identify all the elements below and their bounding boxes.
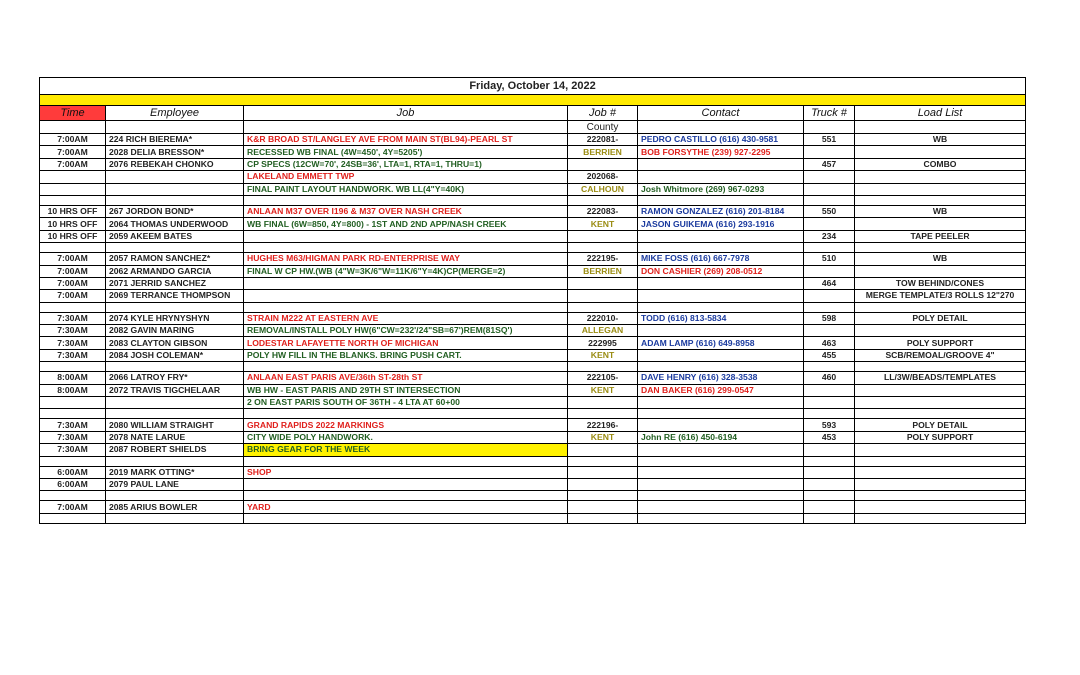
cell-job: STRAIN M222 AT EASTERN AVE <box>244 312 568 324</box>
cell-load-list: LL/3W/BEADS/TEMPLATES <box>855 372 1026 384</box>
yellow-band <box>40 95 1026 106</box>
cell-contact: DON CASHIER (269) 208-0512 <box>638 265 804 277</box>
cell-contact <box>638 290 804 302</box>
cell-contact: RAMON GONZALEZ (616) 201-8184 <box>638 205 804 217</box>
cell-job: RECESSED WB FINAL (4W=450', 4Y=5205') <box>244 146 568 158</box>
cell-truck: 551 <box>804 134 855 146</box>
spacer-cell <box>106 195 244 205</box>
spacer-cell <box>106 409 244 419</box>
cell-job-no: KENT <box>568 431 638 443</box>
cell-job: LAKELAND EMMETT TWP <box>244 171 568 183</box>
cell-load-list: POLY DETAIL <box>855 419 1026 431</box>
cell-truck <box>804 444 855 456</box>
cell-job <box>244 230 568 242</box>
cell-truck <box>804 146 855 158</box>
cell-truck: 234 <box>804 230 855 242</box>
cell-job-no: 222081- <box>568 134 638 146</box>
table-row <box>40 349 1026 361</box>
spacer-cell <box>804 513 855 523</box>
table-row <box>40 205 1026 217</box>
cell-employee: 2084 JOSH COLEMAN* <box>106 349 244 361</box>
spacer-cell <box>804 302 855 312</box>
cell-employee: 2083 CLAYTON GIBSON <box>106 337 244 349</box>
yellow-band-cell <box>40 95 1026 106</box>
spacer-cell <box>855 456 1026 466</box>
county-row-blank <box>804 121 855 134</box>
cell-job-no: BERRIEN <box>568 146 638 158</box>
cell-time: 6:00AM <box>40 466 106 478</box>
cell-employee: 2079 PAUL LANE <box>106 478 244 490</box>
cell-contact: DAVE HENRY (616) 328-3538 <box>638 372 804 384</box>
cell-truck <box>804 171 855 183</box>
header-truck: Truck # <box>804 106 855 121</box>
cell-employee: 2082 GAVIN MARING <box>106 325 244 337</box>
cell-truck: 455 <box>804 349 855 361</box>
header-contact: Contact <box>638 106 804 121</box>
spacer-cell <box>804 456 855 466</box>
cell-job-no: BERRIEN <box>568 265 638 277</box>
table-row <box>40 325 1026 337</box>
cell-time <box>40 183 106 195</box>
cell-employee: 2069 TERRANCE THOMPSON <box>106 290 244 302</box>
table-row <box>40 384 1026 396</box>
cell-job: ANLAAN EAST PARIS AVE/36th ST-28th ST <box>244 372 568 384</box>
county-row-blank <box>855 121 1026 134</box>
spacer-cell <box>244 491 568 501</box>
spacer-cell <box>855 302 1026 312</box>
title-row <box>40 78 1026 95</box>
spacer-cell <box>855 243 1026 253</box>
cell-contact <box>638 158 804 170</box>
spacer-cell <box>244 409 568 419</box>
spacer-row <box>40 362 1026 372</box>
header-time: Time <box>40 106 106 121</box>
cell-job-no <box>568 501 638 513</box>
spacer-cell <box>568 302 638 312</box>
spacer-cell <box>638 362 804 372</box>
cell-contact: PEDRO CASTILLO (616) 430-9581 <box>638 134 804 146</box>
cell-load-list <box>855 444 1026 456</box>
spacer-cell <box>40 409 106 419</box>
cell-time: 7:00AM <box>40 158 106 170</box>
cell-job-no: KENT <box>568 349 638 361</box>
cell-time: 7:00AM <box>40 501 106 513</box>
cell-truck <box>804 384 855 396</box>
cell-contact: BOB FORSYTHE (239) 927-2295 <box>638 146 804 158</box>
cell-truck: 463 <box>804 337 855 349</box>
cell-truck <box>804 290 855 302</box>
spacer-cell <box>40 362 106 372</box>
cell-contact: MIKE FOSS (616) 667-7978 <box>638 253 804 265</box>
cell-job: SHOP <box>244 466 568 478</box>
table-row <box>40 277 1026 289</box>
cell-employee: 267 JORDON BOND* <box>106 205 244 217</box>
cell-employee: 2074 KYLE HRYNYSHYN <box>106 312 244 324</box>
cell-load-list <box>855 384 1026 396</box>
cell-job-no: KENT <box>568 384 638 396</box>
cell-time: 10 HRS OFF <box>40 205 106 217</box>
cell-load-list <box>855 466 1026 478</box>
spacer-cell <box>40 302 106 312</box>
spacer-cell <box>855 409 1026 419</box>
spacer-cell <box>106 513 244 523</box>
county-row <box>40 121 1026 134</box>
spacer-cell <box>638 513 804 523</box>
cell-job-no: 222196- <box>568 419 638 431</box>
cell-time <box>40 397 106 409</box>
cell-job <box>244 290 568 302</box>
spacer-cell <box>244 362 568 372</box>
table-row <box>40 431 1026 443</box>
spacer-cell <box>106 302 244 312</box>
county-row-blank <box>40 121 106 134</box>
cell-job: ANLAAN M37 OVER I196 & M37 OVER NASH CREEK <box>244 205 568 217</box>
page-title: Friday, October 14, 2022 <box>40 78 1026 95</box>
cell-load-list: POLY SUPPORT <box>855 337 1026 349</box>
cell-time: 7:30AM <box>40 349 106 361</box>
cell-contact <box>638 419 804 431</box>
header-job-no: Job # <box>568 106 638 121</box>
cell-load-list: POLY DETAIL <box>855 312 1026 324</box>
table-row <box>40 253 1026 265</box>
table-row <box>40 397 1026 409</box>
spacer-cell <box>40 195 106 205</box>
cell-contact <box>638 349 804 361</box>
spacer-cell <box>804 195 855 205</box>
cell-truck <box>804 466 855 478</box>
cell-truck: 457 <box>804 158 855 170</box>
spacer-cell <box>568 195 638 205</box>
cell-contact <box>638 171 804 183</box>
cell-load-list <box>855 265 1026 277</box>
spacer-cell <box>568 491 638 501</box>
spacer-cell <box>106 362 244 372</box>
cell-load-list: WB <box>855 134 1026 146</box>
cell-contact <box>638 230 804 242</box>
cell-job: BRING GEAR FOR THE WEEK <box>244 444 568 456</box>
cell-truck <box>804 265 855 277</box>
spacer-cell <box>804 362 855 372</box>
cell-load-list <box>855 183 1026 195</box>
cell-contact <box>638 478 804 490</box>
spacer-cell <box>40 456 106 466</box>
spacer-cell <box>638 195 804 205</box>
cell-job-no <box>568 397 638 409</box>
cell-employee: 2078 NATE LARUE <box>106 431 244 443</box>
spacer-row <box>40 302 1026 312</box>
cell-time: 10 HRS OFF <box>40 230 106 242</box>
cell-load-list: WB <box>855 205 1026 217</box>
cell-employee: 2057 RAMON SANCHEZ* <box>106 253 244 265</box>
cell-contact <box>638 466 804 478</box>
cell-job: GRAND RAPIDS 2022 MARKINGS <box>244 419 568 431</box>
cell-employee: 2062 ARMANDO GARCIA <box>106 265 244 277</box>
cell-employee: 2019 MARK OTTING* <box>106 466 244 478</box>
cell-truck: 460 <box>804 372 855 384</box>
spacer-row <box>40 491 1026 501</box>
cell-contact: JASON GUIKEMA (616) 293-1916 <box>638 218 804 230</box>
spacer-cell <box>244 243 568 253</box>
cell-load-list <box>855 146 1026 158</box>
spacer-row <box>40 513 1026 523</box>
spacer-cell <box>638 456 804 466</box>
spacer-row <box>40 409 1026 419</box>
cell-contact: DAN BAKER (616) 299-0547 <box>638 384 804 396</box>
table-row <box>40 146 1026 158</box>
table-row <box>40 158 1026 170</box>
spacer-cell <box>244 513 568 523</box>
cell-job: WB FINAL (6W=850, 4Y=800) - 1ST AND 2ND APP/NASH CREEK <box>244 218 568 230</box>
spacer-row <box>40 243 1026 253</box>
spacer-cell <box>804 243 855 253</box>
cell-contact <box>638 277 804 289</box>
spacer-cell <box>804 409 855 419</box>
cell-job: POLY HW FILL IN THE BLANKS. BRING PUSH CART. <box>244 349 568 361</box>
cell-employee: 2076 REBEKAH CHONKO <box>106 158 244 170</box>
table-row <box>40 183 1026 195</box>
table-row <box>40 466 1026 478</box>
header-row <box>40 106 1026 121</box>
cell-job-no: 222010- <box>568 312 638 324</box>
header-employee: Employee <box>106 106 244 121</box>
cell-employee <box>106 397 244 409</box>
cell-employee: 2080 WILLIAM STRAIGHT <box>106 419 244 431</box>
spacer-row <box>40 456 1026 466</box>
cell-job-no: 222195- <box>568 253 638 265</box>
cell-load-list: WB <box>855 253 1026 265</box>
cell-employee: 2066 LATROY FRY* <box>106 372 244 384</box>
cell-job-no: KENT <box>568 218 638 230</box>
cell-job-no <box>568 230 638 242</box>
spacer-cell <box>106 491 244 501</box>
cell-job: HUGHES M63/HIGMAN PARK RD-ENTERPRISE WAY <box>244 253 568 265</box>
spacer-cell <box>568 456 638 466</box>
cell-load-list <box>855 397 1026 409</box>
cell-job-no <box>568 290 638 302</box>
cell-employee: 2028 DELIA BRESSON* <box>106 146 244 158</box>
cell-contact <box>638 397 804 409</box>
spacer-cell <box>106 456 244 466</box>
cell-load-list <box>855 218 1026 230</box>
cell-job: LODESTAR LAFAYETTE NORTH OF MICHIGAN <box>244 337 568 349</box>
cell-load-list <box>855 501 1026 513</box>
cell-time: 7:00AM <box>40 290 106 302</box>
cell-load-list: COMBO <box>855 158 1026 170</box>
cell-truck <box>804 325 855 337</box>
cell-job-no <box>568 277 638 289</box>
cell-job-no: 202068- <box>568 171 638 183</box>
cell-time <box>40 171 106 183</box>
cell-employee: 2064 THOMAS UNDERWOOD <box>106 218 244 230</box>
cell-job <box>244 277 568 289</box>
cell-job: YARD <box>244 501 568 513</box>
cell-contact: Josh Whitmore (269) 967-0293 <box>638 183 804 195</box>
cell-load-list: TOW BEHIND/CONES <box>855 277 1026 289</box>
cell-employee: 224 RICH BIEREMA* <box>106 134 244 146</box>
cell-contact: ADAM LAMP (616) 649-8958 <box>638 337 804 349</box>
cell-job-no: 222105- <box>568 372 638 384</box>
cell-time: 7:30AM <box>40 325 106 337</box>
spacer-cell <box>244 456 568 466</box>
cell-load-list: SCB/REMOAL/GROOVE 4" <box>855 349 1026 361</box>
spacer-cell <box>40 491 106 501</box>
cell-truck: 550 <box>804 205 855 217</box>
cell-job <box>244 478 568 490</box>
header-load-list: Load List <box>855 106 1026 121</box>
cell-job-no: 222995 <box>568 337 638 349</box>
cell-time: 7:00AM <box>40 277 106 289</box>
header-job: Job <box>244 106 568 121</box>
cell-employee: 2072 TRAVIS TIGCHELAAR <box>106 384 244 396</box>
cell-time: 7:30AM <box>40 312 106 324</box>
cell-job: CP SPECS (12CW=70', 24SB=36', LTA=1, RTA=1, THRU=1) <box>244 158 568 170</box>
cell-job-no <box>568 444 638 456</box>
cell-contact: TODD (616) 813-5834 <box>638 312 804 324</box>
spacer-cell <box>244 302 568 312</box>
cell-employee: 2071 JERRID SANCHEZ <box>106 277 244 289</box>
cell-job: REMOVAL/INSTALL POLY HW(6"CW=232'/24"SB=67')REM(81SQ') <box>244 325 568 337</box>
county-row-blank <box>106 121 244 134</box>
cell-load-list: POLY SUPPORT <box>855 431 1026 443</box>
spacer-cell <box>855 513 1026 523</box>
table-row <box>40 230 1026 242</box>
cell-time: 8:00AM <box>40 372 106 384</box>
cell-time: 7:30AM <box>40 444 106 456</box>
cell-truck: 510 <box>804 253 855 265</box>
spacer-cell <box>855 362 1026 372</box>
cell-job-no <box>568 158 638 170</box>
table-row <box>40 265 1026 277</box>
cell-truck <box>804 478 855 490</box>
cell-employee: 2087 ROBERT SHIELDS <box>106 444 244 456</box>
cell-truck <box>804 218 855 230</box>
spacer-cell <box>568 362 638 372</box>
cell-contact <box>638 501 804 513</box>
county-row-blank <box>244 121 568 134</box>
table-row <box>40 218 1026 230</box>
cell-employee <box>106 171 244 183</box>
cell-time: 6:00AM <box>40 478 106 490</box>
spacer-cell <box>40 243 106 253</box>
table-row <box>40 171 1026 183</box>
cell-time: 7:00AM <box>40 265 106 277</box>
cell-load-list <box>855 171 1026 183</box>
cell-job: CITY WIDE POLY HANDWORK. <box>244 431 568 443</box>
schedule-table <box>39 77 1026 524</box>
table-row <box>40 134 1026 146</box>
cell-truck <box>804 183 855 195</box>
table-row <box>40 372 1026 384</box>
table-row <box>40 501 1026 513</box>
schedule-sheet <box>39 77 1025 524</box>
table-row <box>40 290 1026 302</box>
cell-job: K&R BROAD ST/LANGLEY AVE FROM MAIN ST(BL94)-PEARL ST <box>244 134 568 146</box>
county-row-blank <box>638 121 804 134</box>
spacer-row <box>40 195 1026 205</box>
cell-time: 10 HRS OFF <box>40 218 106 230</box>
cell-truck: 598 <box>804 312 855 324</box>
spacer-cell <box>638 302 804 312</box>
spacer-cell <box>638 491 804 501</box>
cell-employee: 2059 AKEEM BATES <box>106 230 244 242</box>
cell-job: FINAL PAINT LAYOUT HANDWORK. WB LL(4"Y=40K) <box>244 183 568 195</box>
cell-contact: John RE (616) 450-6194 <box>638 431 804 443</box>
table-row <box>40 444 1026 456</box>
cell-job-no <box>568 466 638 478</box>
table-row <box>40 419 1026 431</box>
spacer-cell <box>638 409 804 419</box>
table-row <box>40 478 1026 490</box>
cell-time: 7:00AM <box>40 146 106 158</box>
cell-time: 8:00AM <box>40 384 106 396</box>
cell-job-no <box>568 478 638 490</box>
cell-time: 7:30AM <box>40 431 106 443</box>
cell-time: 7:30AM <box>40 337 106 349</box>
cell-job: FINAL W CP HW.(WB (4"W=3K/6"W=11K/6"Y=4K)CP(MERGE=2) <box>244 265 568 277</box>
cell-job: WB HW - EAST PARIS AND 29TH ST INTERSECTION <box>244 384 568 396</box>
cell-contact <box>638 325 804 337</box>
cell-load-list <box>855 478 1026 490</box>
cell-time: 7:00AM <box>40 134 106 146</box>
cell-truck: 464 <box>804 277 855 289</box>
cell-job-no: CALHOUN <box>568 183 638 195</box>
spacer-cell <box>244 195 568 205</box>
cell-truck <box>804 501 855 513</box>
cell-load-list <box>855 325 1026 337</box>
spacer-cell <box>568 243 638 253</box>
cell-load-list: TAPE PEELER <box>855 230 1026 242</box>
table-row <box>40 337 1026 349</box>
cell-job: 2 ON EAST PARIS SOUTH OF 36TH - 4 LTA AT 60+00 <box>244 397 568 409</box>
spacer-cell <box>804 491 855 501</box>
spacer-cell <box>855 195 1026 205</box>
cell-employee: 2085 ARIUS BOWLER <box>106 501 244 513</box>
cell-truck: 453 <box>804 431 855 443</box>
cell-job-no: 222083- <box>568 205 638 217</box>
cell-truck: 593 <box>804 419 855 431</box>
cell-employee <box>106 183 244 195</box>
spacer-cell <box>106 243 244 253</box>
cell-time: 7:30AM <box>40 419 106 431</box>
cell-contact <box>638 444 804 456</box>
spacer-cell <box>40 513 106 523</box>
cell-truck <box>804 397 855 409</box>
cell-load-list: MERGE TEMPLATE/3 ROLLS 12"270 <box>855 290 1026 302</box>
spacer-cell <box>568 513 638 523</box>
spacer-cell <box>568 409 638 419</box>
cell-time: 7:00AM <box>40 253 106 265</box>
cell-job-no: ALLEGAN <box>568 325 638 337</box>
spacer-cell <box>855 491 1026 501</box>
spacer-cell <box>638 243 804 253</box>
header-county: County <box>568 121 638 134</box>
table-row <box>40 312 1026 324</box>
